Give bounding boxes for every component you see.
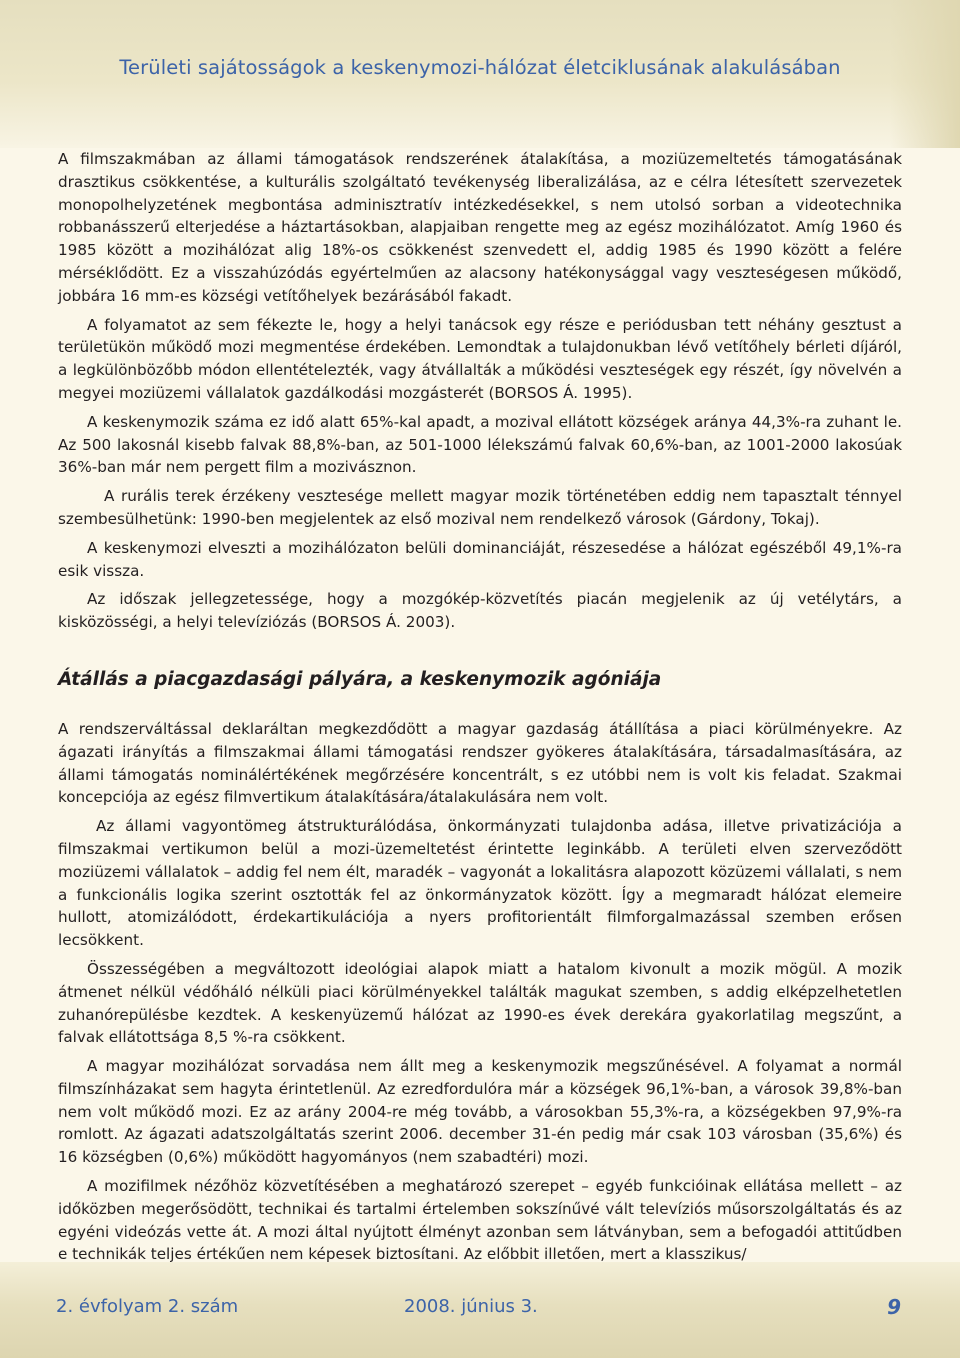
paragraph: A filmszakmában az állami támogatások rendszerének átalakítása, a moziüzemeltetés támogatásának drasztikus csökkentése, a kulturális szolgáltató tevékenység liberalizálása, az e célra létesített szervezetek monopolhelyzetének megbontása adminisztratív intézkedésekkel, s nem utolsó sorban a videotechnika robbanásszerű elterjedése a háztartásokban, alapjaiban rengette meg az egész mozihálózatot. Amíg 1960 és 1985 között a mozihálózat alig 18%-os csökkenést szenvedett el, addig 1985 és 1990 között a felére mérséklődött. Ez a visszahúzódás egyértelműen az alacsony hatékonysággal vagy veszteségesen működő, jobbára 16 mm-es községi vetítőhelyek bezárásából fakadt. [58, 150, 902, 305]
paragraph: Az időszak jellegzetessége, hogy a mozgókép-közvetítés piacán megjelenik az új vetélytárs, a kisközösségi, a helyi televíziózás (BORSOS Á. 2003). [58, 590, 902, 632]
paragraph: A folyamatot az sem fékezte le, hogy a helyi tanácsok egy része e periódusban tett néhány gesztust a területükön működő mozi megmentése érdekében. Lemondtak a tulajdonukban lévő vetítőhely bérleti díjáról, a legkülönbözőbb módon ellentételezték, vagy átvállalták a működési veszteségek egy részét, így növelvén a megyei moziüzemi vállalatok gazdálkodási mozgásterét (BORSOS Á. 1995). [58, 315, 902, 402]
page-number: 9 [887, 1295, 901, 1319]
paragraph: A mozifilmek nézőhöz közvetítésében a meghatározó szerepet – egyéb funkcióinak ellátása mellett – az időközben megerősödött, technikai és tartalmi értelemben sokszínűvé vált televíziós műsorszolgáltatás és az egyéni videózás vette át. A mozi által nyújtott élményt azonban sem látványban, sem a befogadói attitűdben e technikák teljes értékűen nem képesek biztosítani. Az előbbit illetően, mert a klasszikus/ [58, 1177, 902, 1264]
paragraph: A keskenymozik száma ez idő alatt 65%-kal apadt, a mozival ellátott községek aránya 44,3%-ra zuhant le. Az 500 lakosnál kisebb falvak 88,8%-ban, az 501-1000 lélekszámú falvak 60,6%-ban, az 1001-2000 lakosúak 36%-ban már nem pergett film a mozivásznon. [58, 412, 902, 477]
footer-volume-issue: 2. évfolyam 2. szám [56, 1296, 239, 1317]
paragraph: A rendszerváltással deklaráltan megkezdődött a magyar gazdaság átállítása a piaci körülményekre. Az ágazati irányítás a filmszakmai állami támogatási rendszer gyökeres átalakítására, társadalmasítására, az állami támogatás nominálértékének megőrzésére koncentrált, s ez utóbbi nem is volt kis feladat. Szakmai koncepciója az egész filmvertikum átalakítására/átalakulására nem volt. [58, 719, 902, 807]
footer-date: 2008. június 3. [404, 1296, 538, 1317]
section-heading: Átállás a piacgazdasági pályára, a keskenymozik agóniája [58, 668, 662, 690]
paragraph: Összességében a megváltozott ideológiai alapok miatt a hatalom kivonult a mozik mögül. A mozik átmenet nélkül védőháló nélküli piaci körülményekkel találták magukat szemben, s addig elképzelhetetlen zuhanórepülésbe kezdtek. A keskenyüzemű hálózat az 1990-es évek derekára gyakorlatilag megszűnt, a falvak ellátottsága 8,5 %-ra csökkent. [58, 959, 902, 1047]
running-header-title: Területi sajátosságok a keskenymozi-hálózat életciklusának alakulásában [119, 56, 841, 79]
paragraph: Az állami vagyontömeg átstrukturálódása, önkormányzati tulajdonba adása, illetve privatizációja a filmszakmai vertikumon belül a mozi-üzemeltetést érintette leginkább. A területi elven szerveződött moziüzemi vállalatok – addig fel nem élt, maradék – vagyonát a lokalitásra alapozott közüzemi vállalati, s nem a funkcionális logika szerint osztották fel az önkormányzatok között. Így a megmaradt hálózat elemeire hullott, atomizálódott, érdekartikulációja a nyers profitorientált filmforgalmazással szemben erősen lecsökkent. [58, 817, 902, 950]
article-body [58, 148, 902, 1272]
paragraph: A keskenymozi elveszti a mozihálózaton belüli dominanciáját, részesedése a hálózat egészéből 49,1%-ra esik vissza. [58, 538, 902, 580]
paragraph: A rurális terek érzékeny vesztesége mellett magyar mozik történetében eddig nem tapasztalt ténnyel szembesülhetünk: 1990-ben megjelentek az első mozival nem rendelkező városok (Gárdony, Tokaj). [58, 487, 902, 528]
paragraph: A magyar mozihálózat sorvadása nem állt meg a keskenymozik megszűnésével. A folyamat a normál filmszínházakat sem hagyta érintetlenül. Az ezredfordulóra már a községek 96,1%-ban, a városok 39,8%-ban nem volt működő mozi. Ez az arány 2004-re még tovább, a városokban 55,3%-ra, a községekben 97,9%-ra romlott. Az ágazati adatszolgáltatás szerint 2006. december 31-én pedig már csak 103 városban (35,6%) és 16 községben (0,6%) működött hagyományos (nem szabadtéri) mozi. [58, 1057, 902, 1167]
